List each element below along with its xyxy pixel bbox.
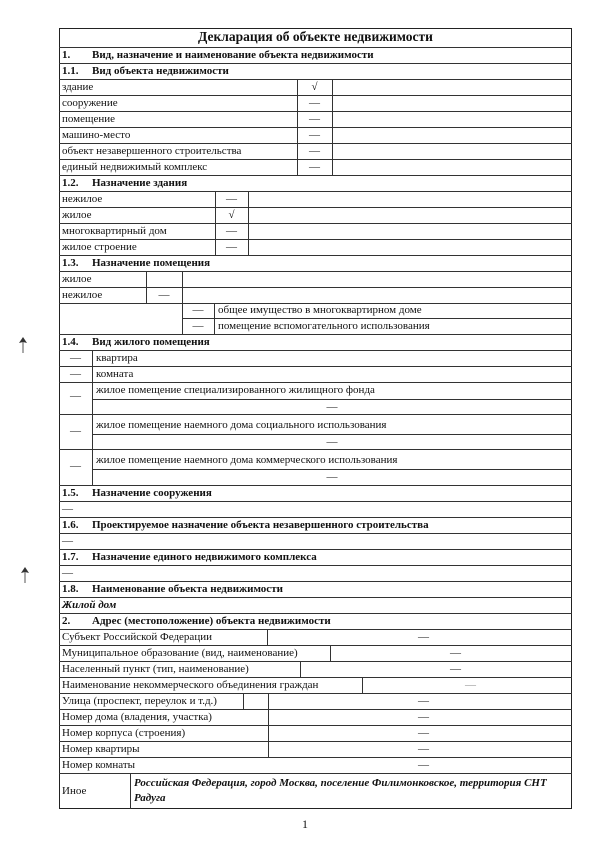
s1-number: 1.	[62, 49, 71, 61]
dwelling-type-mark: —	[70, 368, 81, 380]
s1-5-label: Назначение сооружения	[92, 487, 212, 499]
binder-hole-top-icon	[14, 335, 32, 355]
address-value: —	[418, 743, 429, 755]
object-type-label: сооружение	[62, 97, 118, 109]
s1-5-value: —	[62, 503, 73, 515]
dwelling-subtype-mark: —	[326, 436, 338, 448]
address-label: Номер квартиры	[62, 743, 140, 755]
s1-4-label: Вид жилого помещения	[92, 336, 210, 348]
premises-purpose-mark: —	[158, 289, 170, 301]
binder-hole-bottom-icon	[16, 565, 34, 585]
s1-6-number: 1.6.	[62, 519, 79, 531]
s1-7-label: Назначение единого недвижимого комплекса	[92, 551, 317, 563]
building-purpose-mark: —	[226, 241, 237, 253]
s1-2-number: 1.2.	[62, 177, 79, 189]
dwelling-type-label: жилое помещение специализированного жилищного фонда	[96, 384, 375, 396]
s1-3-label: Назначение помещения	[92, 257, 211, 269]
s1-label: Вид, назначение и наименование объекта недвижимости	[92, 49, 374, 61]
address-label: Улица (проспект, переулок и т.д.)	[62, 695, 217, 707]
s1-7-value: —	[62, 567, 73, 579]
object-type-mark: —	[309, 113, 320, 125]
object-type-label: объект незавершенного строительства	[62, 145, 242, 157]
address-value: —	[418, 695, 429, 707]
premises-sub-mark: —	[192, 320, 204, 332]
object-type-mark: —	[309, 129, 320, 141]
address-label: Субъект Российской Федерации	[62, 631, 212, 643]
address-value: —	[418, 759, 429, 771]
s2-label: Адрес (местоположение) объекта недвижимости	[92, 615, 331, 627]
dwelling-type-mark: —	[70, 425, 81, 437]
dwelling-type-label: жилое помещение наемного дома коммерческого использования	[96, 454, 398, 466]
s1-8-number: 1.8.	[62, 583, 79, 595]
dwelling-type-label: квартира	[96, 352, 138, 364]
s1-5-number: 1.5.	[62, 487, 79, 499]
address-label: Наименование некоммерческого объединения граждан	[62, 679, 319, 691]
s1-1-number: 1.1.	[62, 65, 79, 77]
premises-purpose-label: нежилое	[62, 289, 103, 301]
building-purpose-label: жилое	[62, 209, 92, 221]
address-label: Номер комнаты	[62, 759, 136, 771]
address-other-value: Российская Федерация, город Москва, поселение Филимонковское, территория СНТ Радуга	[134, 777, 547, 804]
address-value: —	[418, 711, 429, 723]
premises-sub-label: общее имущество в многоквартирном доме	[218, 304, 422, 316]
premises-sub-mark: —	[192, 304, 204, 316]
s1-6-label: Проектируемое назначение объекта незавершенного строительства	[92, 519, 429, 531]
s1-1-label: Вид объекта недвижимости	[92, 65, 229, 77]
building-purpose-mark: —	[226, 225, 237, 237]
address-label: Номер корпуса (строения)	[62, 727, 186, 739]
dwelling-type-label: комната	[96, 368, 134, 380]
dwelling-subtype-mark: —	[326, 401, 338, 413]
address-label: Номер дома (владения, участка)	[62, 711, 212, 723]
dwelling-subtype-mark: —	[326, 471, 338, 483]
building-purpose-mark: —	[226, 193, 237, 205]
address-value: —	[418, 727, 429, 739]
dwelling-type-mark: —	[70, 352, 81, 364]
address-value: —	[450, 663, 461, 675]
dwelling-type-mark: —	[70, 390, 81, 402]
object-type-label: машино-место	[62, 129, 131, 141]
dwelling-type-mark: —	[70, 460, 81, 472]
building-purpose-mark: √	[228, 209, 235, 221]
premises-sub-label: помещение вспомогательного использования	[218, 320, 430, 332]
address-label: Населенный пункт (тип, наименование)	[62, 663, 249, 675]
s1-3-number: 1.3.	[62, 257, 79, 269]
s1-8-value: Жилой дом	[62, 599, 117, 611]
page-title: Декларация об объекте недвижимости	[198, 29, 433, 44]
object-type-label: здание	[62, 81, 94, 93]
object-type-label: помещение	[62, 113, 116, 125]
page-number: 1	[302, 817, 308, 831]
object-type-mark: —	[309, 97, 320, 109]
s2-number: 2.	[62, 615, 71, 627]
s1-6-value: —	[62, 535, 73, 547]
s1-8-label: Наименование объекта недвижимости	[92, 583, 283, 595]
object-type-mark: —	[309, 161, 320, 173]
building-purpose-label: нежилое	[62, 193, 103, 205]
address-value: —	[418, 631, 429, 643]
address-other-label: Иное	[62, 785, 87, 797]
s1-2-label: Назначение здания	[92, 177, 188, 189]
premises-purpose-label: жилое	[62, 273, 92, 285]
dwelling-type-label: жилое помещение наемного дома социального использования	[96, 419, 387, 431]
object-type-label: единый недвижимый комплекс	[62, 161, 208, 173]
address-value: —	[465, 679, 476, 691]
s1-4-number: 1.4.	[62, 336, 79, 348]
building-purpose-label: многоквартирный дом	[62, 225, 167, 237]
building-purpose-label: жилое строение	[62, 241, 137, 253]
object-type-mark: √	[311, 81, 318, 93]
s1-7-number: 1.7.	[62, 551, 79, 563]
object-type-mark: —	[309, 145, 320, 157]
address-value: —	[450, 647, 461, 659]
address-label: Муниципальное образование (вид, наименование)	[62, 647, 298, 659]
